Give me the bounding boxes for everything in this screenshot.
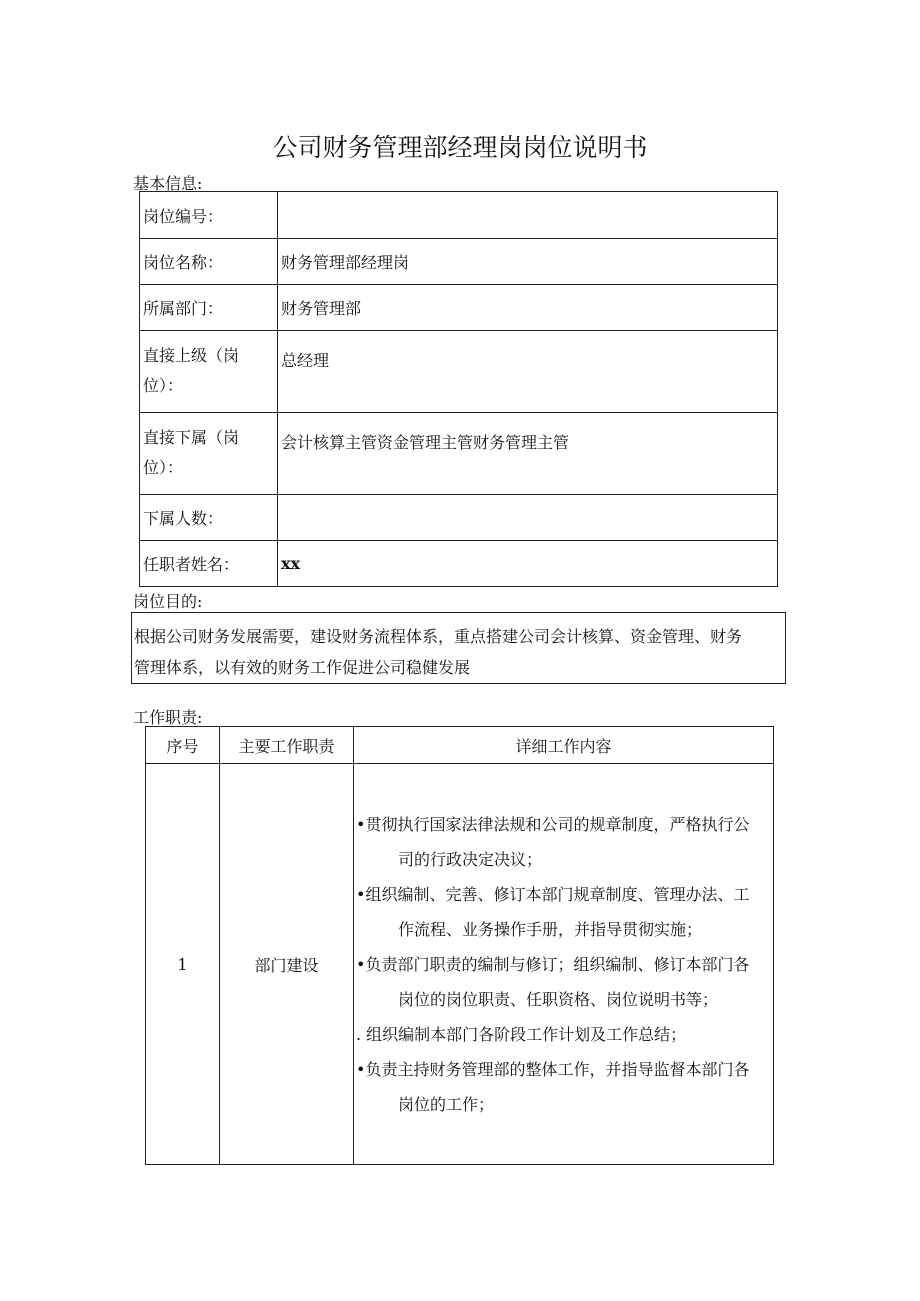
incumbent-label: 任职者姓名： bbox=[140, 541, 278, 587]
item-line2: 岗位的岗位职责、任职资格、岗位说明书等； bbox=[398, 989, 719, 1009]
list-item bbox=[356, 1052, 771, 1122]
item-line2: 作流程、业务操作手册，并指导贯彻实施； bbox=[398, 919, 703, 939]
page-title: 公司财务管理部经理岗岗位说明书 bbox=[272, 133, 648, 162]
incumbent-value: xx bbox=[278, 541, 778, 587]
subordinates-label-line1: 直接下属（岗 bbox=[143, 427, 240, 447]
duties-table bbox=[145, 726, 774, 1165]
position-id-label: 岗位编号： bbox=[140, 192, 278, 239]
header-duty: 主要工作职责 bbox=[220, 727, 354, 764]
superior-label-line2: 位）： bbox=[143, 375, 184, 395]
department-value: 财务管理部 bbox=[278, 285, 778, 331]
basic-info-label: 基本信息: bbox=[133, 174, 203, 193]
list-item bbox=[356, 947, 771, 1017]
item-line2: 岗位的工作； bbox=[398, 1094, 495, 1114]
row-details bbox=[354, 764, 774, 1165]
row-duty: 部门建设 bbox=[220, 764, 354, 1165]
purpose-label: 岗位目的: bbox=[133, 592, 203, 611]
superior-value: 总经理 bbox=[278, 331, 778, 413]
position-name-label: 岗位名称： bbox=[140, 239, 278, 285]
info-row-department bbox=[140, 285, 778, 331]
department-label: 所属部门： bbox=[140, 285, 278, 331]
item-line1: •贯彻执行国家法律法规和公司的规章制度，严格执行公 bbox=[356, 814, 750, 834]
info-row-subordinates bbox=[140, 413, 778, 495]
info-row-position-id bbox=[140, 192, 778, 239]
purpose-line1: 根据公司财务发展需要，建设财务流程体系，重点搭建公司会计核算、资金管理、财务 bbox=[134, 627, 743, 646]
table-row bbox=[146, 764, 774, 1165]
headcount-value bbox=[278, 495, 778, 541]
subordinates-label-line2: 位）： bbox=[143, 457, 184, 477]
subordinates-value: 会计核算主管资金管理主管财务管理主管 bbox=[278, 413, 778, 495]
purpose-line2: 管理体系，以有效的财务工作促进公司稳健发展 bbox=[134, 658, 471, 677]
position-id-value bbox=[278, 192, 778, 239]
header-no: 序号 bbox=[146, 727, 220, 764]
purpose-box bbox=[131, 612, 786, 684]
headcount-label: 下属人数： bbox=[140, 495, 278, 541]
superior-label bbox=[140, 331, 278, 413]
info-row-headcount bbox=[140, 495, 778, 541]
superior-label-line1: 直接上级（岗 bbox=[143, 345, 240, 365]
duties-header-row bbox=[146, 727, 774, 764]
info-row-incumbent bbox=[140, 541, 778, 587]
item-line1: •组织编制、完善、修订本部门规章制度、管理办法、工 bbox=[356, 884, 750, 904]
list-item bbox=[356, 877, 771, 947]
row-no: 1 bbox=[146, 764, 220, 1165]
subordinates-label bbox=[140, 413, 278, 495]
list-item bbox=[356, 807, 771, 877]
position-name-value: 财务管理部经理岗 bbox=[278, 239, 778, 285]
duties-label: 工作职责: bbox=[133, 708, 203, 727]
basic-info-table bbox=[139, 191, 778, 587]
header-details: 详细工作内容 bbox=[354, 727, 774, 764]
item-line1: . 组织编制本部门各阶段工作计划及工作总结； bbox=[356, 1024, 687, 1044]
item-line2: 司的行政决定决议； bbox=[398, 849, 543, 869]
item-line1: •负责部门职责的编制与修订；组织编制、修订本部门各 bbox=[356, 954, 750, 974]
info-row-position-name bbox=[140, 239, 778, 285]
item-line1: •负责主持财务管理部的整体工作，并指导监督本部门各 bbox=[356, 1059, 750, 1079]
info-row-superior bbox=[140, 331, 778, 413]
list-item bbox=[356, 1017, 771, 1052]
